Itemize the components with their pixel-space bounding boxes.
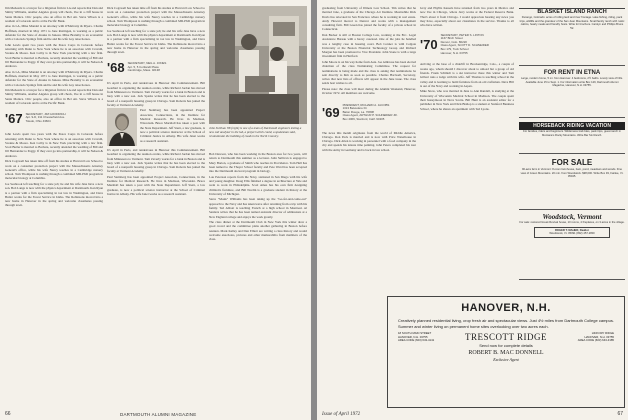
ad-text: Creatively planned residential living, crop fresh air and spectacular views. Just 4½ miles from Dartmouth College campus. Summer and winter living on permanent home sites overlooking over two acres each. [398,318,614,329]
class-note-paragraph: Bob Dawson, who has been working in the Boston area for two years, will return to Dartmouth this summer as a lecturer. John Sullivan is engaged to Mary Barton, a graduate of Smith who teaches in Providence. Tom Hall has been named to the Thayer School faculty and Pete Ward has been accepted into the Dartmouth doctoral program in biology. [209,152,307,174]
class-note-paragraph: John Lewis spent two years with the Peace Corps in Colorado before returning with Dunn to New York where he is an associate with Cravath, Swaine & Moore. Ken Colby is in New York practicing with a law firm. Scott Butler is married to Barbara, recently attended the wedding of Bill and Jill Hernandez to Peggy. If they ever go into partnership, it will be Nelson & Andrews. [5,42,103,69]
class-note-paragraph: Paul Steinberg has been appointed Project Associate, Connections, in the Institute for Medical Research. He lives in Madison, Wisconsin. Bruce Marshall has taken a post with the State Department. Jeff Stern, a law graduate, is now a political science instructor at the School of Criminal Justice in Albany. His wife Janet works as a research assistant. [140,108,205,143]
ad-title: FOR SALE [551,158,593,167]
ad-title: Woodstock, Vermont [542,213,602,221]
ad-text: For families, riders and beginners. Wilderness trail rides, pack trips, guest ranch in Montana's Rocky Mountains. Write Bar Six Ranch. [523,130,621,137]
laboratory-photo [209,6,307,124]
class-year-badge: '67 [5,110,23,126]
page-number: 66 [5,411,11,417]
magazine-name: DARTMOUTH ALUMNI MAGAZINE [120,412,197,417]
class-note-paragraph: Dan Becker is still at Boston College Law, working at the B.C. Legal Assistance Bureau with a heavy caseload. One of the jobs he handled was a lengthy case in housing court. Bob Conner is with Colgate University at the Boston Financial Technology Group and Richard Morgan has been promoted to Vice President. John Stone is with a large investment firm in Hartford. [322,32,416,59]
class-year-badge: '69 [322,105,340,120]
agent-title: Exclusive Agent [493,357,519,363]
class-note-paragraph: Please note: the class will meet during the Alumni Weekend, Hanover, October 1972. All members are welcome. [322,86,416,96]
class-year-badge: '70 [420,36,438,52]
class-note-paragraph: graduating from University of Illinois Law School. Tim writes that he married Jane, a graduate of the Chicago Art Institute. Meanwhile Rick Davis has relocated in San Francisco where he is working in real estate. Andy Howard moved to Denver and works with a management consulting firm. Bill Green has joined the faculty of a private school in Connecticut. [322,6,416,32]
class-67-heading [5,107,103,129]
for-rent-in-etna-ad [519,70,625,118]
hanover-real-estate-ad [387,296,625,408]
class-secretary-info: SECRETARY, JIM GOODRICH Apt. 9-D, 311 Chesterfield Ave. Toledo, Ohio 43604 [25,111,66,124]
portrait-photo [107,108,137,146]
class-70-heading [420,29,514,59]
ad-text: For sale: restored Greek Revival house, 10 rooms, 4 fireplaces, on 3 acres in the village. [519,221,625,224]
ad-title: HANOVER, N.H. [461,302,551,314]
realtor-box: ROGER T. MAHER, Realtor Woodstock, Vt. 05091 (802) 457-2800 [534,227,610,238]
ad-text: Durango, Colorado: acres of rolling land and river frontage. Lake fishing, riding, pack trips, wildlife and the grandeur of the San Juan Mountains. Small family ranch with rustic cabins, hearty meals and friendly hosts. Write for brochure. Carolyn and Phillips Bruns '52. [519,16,625,30]
class-note-paragraph: Jerry and Phyllis Kassels have returned from two years in Mexico and now live in Chicago, where Jerry works at the Federal Reserve Bank. That's about it from Chicago. I would appreciate hearing any news you may have, especially about our classmates in the service. Thanks to all who have written. [420,6,514,28]
class-note-paragraph: Also in LA, Mike Mandel is an attorney with O'Melveny & Myers. Charlie Hoffman, married in May 1971 to Jane Rottingen, is working as a public defender for the State of Alaska in Juneau. Mike Brennby is an economist with a Colorado Springs firm and he and his wife Gay raise horses. [5,69,103,87]
class-note-paragraph: The news this month originates from the world of Middle America, Chicago. Ron Peck is married and is now with Price Waterhouse in Chicago. Dick Allen is working in personnel with a food company in the city and spends his leisure time painting. John Peters completed his tour with the Army in Germany and is back in law school. [322,130,416,152]
office-address: 18 SOUTH MAIN STREET HANOVER, N.H. 03755 AREA CODE (603) 643-4141 [398,331,435,343]
page-number: 67 [617,411,623,417]
class-note-paragraph: Lou Peterson reports from the Navy, stationed in San Diego with his wife and young daughter. Doug Ellis finished a degree in architecture at Yale and went to work in Philadelphia. Scott Ames has his own firm designing children's furniture, and Bill Nordin is a graduate student in history at the University of Michigan. [209,174,307,196]
right-page [317,0,628,420]
send-details-text: Send now for complete details [479,343,533,349]
class-note-paragraph: Also in LA, Mike Mandel is an attorney with O'Melveny & Myers. Charlie Hoffman, married in May 1971 to Jane Rottingen, is working as a public defender for the State of Alaska in Juneau. Mike Brennby is an economist with a Colorado Springs firm and he and his wife Gay raise horses. [5,24,103,42]
ridge-brand: TRESCOTT RIDGE [464,332,548,343]
left-column-3 [209,152,307,243]
class-officer-info: SECRETARY, PETER S. LINTON 1167 Birch Street Denver, Colo. 80220 Class Agent, SCOTT D. SCHNEIDER Box 179, Tuck School Hanover, N.H. 03755 [440,32,489,55]
horseback-riding-vacation-ad [519,122,625,154]
ad-contact-row [388,332,624,363]
class-note-paragraph: Dick Cogswell has taken time off from his studies at Harvard Law School to work on a consumer protection project with the Massachusetts Attorney General's office, while his wife Nancy teaches in a Cambridge nursery school. Tom Thompson is rushing through a combined MD-PhD program in molecular biology at Columbia. [107,6,205,28]
ridge-address: HICKORY RIDGE HANOVER, N.H. 03755 AREA CODE (603) 643-3185 [577,331,614,343]
class-note-paragraph: John Lewis spent two years with the Peace Corps in Colorado before returning with Dunn to New York where he is an associate with Cravath, Swaine & Moore. Ken Colby is in New York practicing with a law firm. Scott Butler is married to Barbara, recently attended the wedding of Bill and Jill Hernandez to Peggy. If they ever go into partnership, it will be Nelson & Andrews. [5,132,103,158]
left-column-1 [5,6,103,209]
class-69-heading [322,98,416,128]
class-note-paragraph: Paul Steinberg has been appointed Project Associate, Connections, in the Institute for Medical Research. He lives in Madison, Wisconsin. Bruce Marshall has taken a post with the State Department. Jeff Stern, a law graduate, is now a political science instructor at the School of Criminal Justice in Albany. His wife Janet works as a research assistant. [107,174,205,197]
class-note-paragraph: Jim Medeariz is a lawyer for a litigation firm in LA and reports that Dan and Smitty Williams, another Angeles group will check, live in a cliff house in Santa Monica. Chic people, also an office in Bel Air. Steve Wilson is a resident of Colorado and is at the Pacific Bank. [5,88,103,105]
class-note-paragraph: Mike Snow, who was married in June to Ann Randall, is studying at the University of Wisconsin Medical School in Madison. The couple spent their honeymoon in Nova Scotia. Bill Hunt is an assistant editor for a publisher in New York and Dick Bishop is a student at Stanford Business School, where he shares an apartment with Ted Lyons. [420,89,514,111]
right-column-2 [420,6,514,112]
class-note-paragraph: The class dinner at the Dartmouth Club in New York this winter drew a good crowd and the committee plans another gathering in Boston before reunion. Mark Kelley and Dan Elliott are writing a class history and would welcome anecdotes, pictures and other memorabilia from members of the class. [209,220,307,242]
issue-date: Issue of April 1972 [322,412,361,417]
for-sale-ad [519,158,625,210]
class-year-badge: '68 [107,59,125,75]
left-column-2 [107,6,205,198]
class-note-paragraph: Steve "Monk" Williams has been taking up the "Go-fer-and-come-out" approach to the Navy and has taken leave after returning from a trip with his family. Ted Abbott is teaching French at a high school in Montreal. Al Sanders writes that he has been named assistant director of admissions at a New England college and enjoys the work greatly. [209,197,307,219]
class-note-paragraph: Dick Cogswell has taken time off from his studies at Harvard Law School to work on a consumer protection project with the Massachusetts Attorney General's office, while his wife Nancy teaches in a Cambridge nursery school. Tom Thompson is rushing through a combined MD-PhD program in molecular biology at Columbia. [5,159,103,181]
class-secretary-info: SECRETARY, NEIL A. JONES Apt. 5, 5 Cortlandt Place Cambridge, Mass. 02138 [127,61,167,73]
class-note-paragraph: It's April in Paris, and rendezvous in Hanover this Commencement. Bill Gearhart is organizing the reunion events, while Richard Jordan has moved from Minnesota to Vermont. Tom Zaverly works for a bank in Boston and is busy with a new son. Jack Sparks writes that he has been elected to the board of a nonprofit housing group in Chicago. Sam Roberts has joined the faculty at Vermont Academy. [107,81,205,107]
portrait-block [107,108,205,146]
class-68-heading [107,56,205,78]
ad-text: 90-acre farm in Vermont: 8-room farmhouse, barn, pond, meadows and woods. Fine view of Green Mountains. 20 min. from Woodstock. $98,000. Write Box 93, Fairlee, Vt. 05045. [520,168,624,178]
agent-block [465,332,547,363]
woodstock-vermont-ad [519,214,625,280]
photo-caption: John Sullivan '68 (right) is one of a team of Dartmouth engineers testing a new soil analyzer in the lab, a project which could, a spokesman said, revolutionize the building of roads in the North Country. [209,126,302,138]
right-column-1 [322,6,416,153]
class-officer-info: PRESIDENT, RICHARD A. JACOBS 1313 Belvedere Dr. Baton Rouge, La. 70808 Class Agent, ARTHUR P. SCHNEIDER JR. Box 4069, Stanford, Calif. 94305 [342,102,398,121]
ad-title: BLASKET ISLAND RANCH [537,9,607,15]
class-note-paragraph: Jim Medeariz is a lawyer for a litigation firm in LA and reports that Dan and Smitty Williams, another Angeles group will check, live in a cliff house in Santa Monica. Chic people, also an office in Bel Air. Steve Wilson is a resident of Colorado and is at the Pacific Bank. [5,6,103,23]
class-note-paragraph: Arriving at the base of a chairlift in Breckenridge, Colo., a couple of weeks ago, whom should I discover about to unload but a group of old friends. Frank Schmidt is a ski instructor there this winter and Tom Gilbert runs a lodge with his wife. Jeff Thomas is teaching school in the valley and is learning to build furniture from an old craftsman. Dave Hill is out of the Navy and working in Aspen. [420,62,514,88]
ad-title: FOR RENT IN ETNA [543,70,601,76]
class-note-paragraph: It's April in Paris, and rendezvous in Hanover this Commencement. Bill Gearhart is organizing the reunion events, while Richard Jordan has moved from Minnesota to Vermont. Tom Zaverly works for a bank in Boston and is busy with a new son. Jack Sparks writes that he has been elected to the board of a nonprofit housing group in Chicago. Sam Roberts has joined the faculty at Vermont Academy. [107,147,205,174]
class-note-paragraph: Joe Seabrook left teaching for a state job; he and his wife Jane have a new son. Bob Lange is now with the physics department at Dartmouth. Ken Ryan is a partner with a firm specializing in tax law in Washington, and Dave Butler works for the Forest Service in Idaho. The Robinsons moved into a new home in Hanover in the spring and welcome classmates passing through town. [107,28,205,55]
ad-text: Large, modern home, 5 mi. from Hanover. 4 bedrooms, 2½ baths. Lovely view of hills. Available June 15 to Sept. 1. For information write Box 129, Dartmouth Alumni Magazine, Hanover, N.H. 03755. [521,77,623,87]
blasket-island-ranch-ad [519,8,625,66]
ad-title: HORSEBACK RIDING VACATION [519,122,625,130]
left-page [0,0,311,420]
agent-name: ROBERT B. MAC DONNELL [468,350,544,357]
class-note-paragraph: John Moore is on his way home from Asia. Joe Ambrose has been elected chairman of the class Nominating Committee. The request for nominations is being made and the class is asking that nominations be sent directly to him as soon as possible. Charles Hartwell, Secretary, writes that new lists of officers will appear in the June issue. The class sends best wishes to all. [322,59,417,86]
class-note-paragraph: Joe Seabrook left teaching for a state job; he and his wife Jane have a new son. Bob Lange is now with the physics department at Dartmouth. Ken Ryan is a partner with a firm specializing in tax law in Washington, and Dave Butler works for the Forest Service in Idaho. The Robinsons moved into a new home in Hanover in the spring and welcome classmates passing through town. [5,181,103,208]
